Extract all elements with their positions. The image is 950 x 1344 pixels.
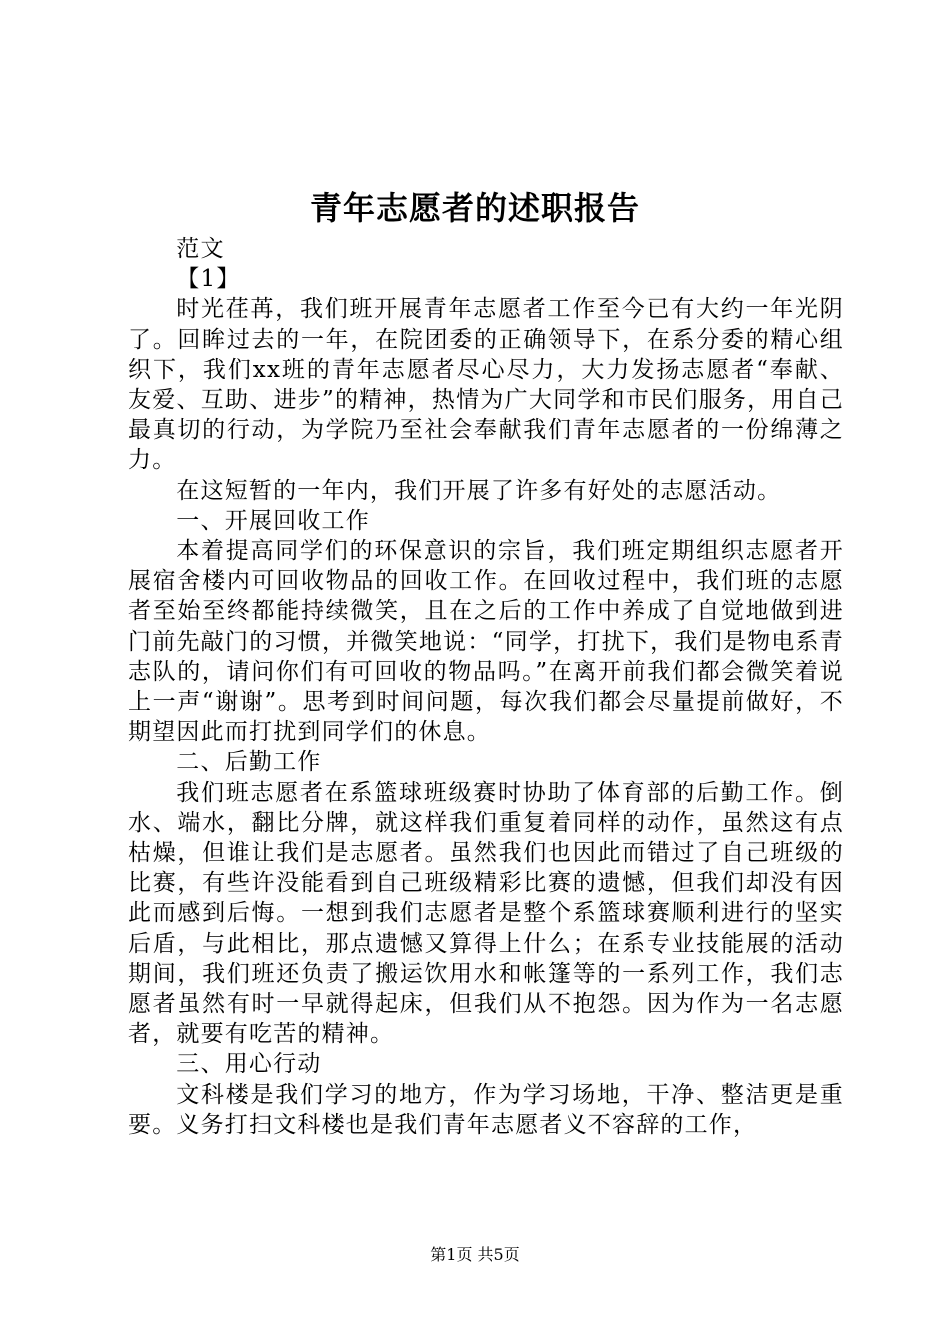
- page-footer: 第1页 共5页: [430, 1245, 520, 1264]
- paragraph-logistics: 我们班志愿者在系篮球班级赛时协助了体育部的后勤工作。倒水、端水，翻比分牌，就这样我们重复着同样的动作，虽然这有点枯燥，但谁让我们是志愿者。虽然我们也因此而错过了自己班级的比赛，有些许没能看到自己班级精彩比赛的遗憾，但我们却没有因此而感到后悔。一想到我们志愿者是整个系篮球赛顺利进行的坚实后盾，与此相比，那点遗憾又算得上什么；在系专业技能展的活动期间，我们班还负责了搬运饮用水和帐篷等的一系列工作，我们志愿者虽然有时一早就得起床，但我们从不抱怨。因为作为一名志愿者，就要有吃苦的精神。: [128, 779, 844, 1048]
- section-heading-recycling: 一、开展回收工作: [176, 507, 370, 534]
- document-title: 青年志愿者的述职报告: [309, 189, 640, 227]
- document-body: [128, 234, 844, 1140]
- paragraph-intro: 时光荏苒，我们班开展青年志愿者工作至今已有大约一年光阴了。回眸过去的一年，在院团委的正确领导下，在系分委的精心组织下，我们xx班的青年志愿者尽心尽力，大力发扬志愿者“奉献、友爱、互助、进步”的精神，热情为广大同学和市民们服务，用自己最真切的行动，为学院乃至社会奉献我们青年志愿者的一份绵薄之力。: [128, 296, 844, 474]
- paragraph-label-sample: 范文: [176, 236, 225, 262]
- section-heading-action: 三、用心行动: [176, 1051, 322, 1078]
- paragraph-recycling: 本着提高同学们的环保意识的宗旨，我们班定期组织志愿者开展宿舍楼内可回收物品的回收工作。在回收过程中，我们班的志愿者至始至终都能持续微笑，且在之后的工作中养成了自觉地做到进门前先敲门的习惯，并微笑地说：“同学，打扰下，我们是物电系青志队的，请问你们有可回收的物品吗。”在离开前我们都会微笑着说上一声“谢谢”。思考到时间问题，每次我们都会尽量提前做好，不期望因此而打扰到同学们的休息。: [128, 538, 844, 746]
- section-heading-logistics: 二、后勤工作: [176, 749, 322, 776]
- paragraph-action: 文科楼是我们学习的地方，作为学习场地，干净、整洁更是重要。义务打扫文科楼也是我们青年志愿者义不容辞的工作，: [128, 1081, 844, 1138]
- paragraph-label-number: 【1】: [176, 266, 241, 293]
- paragraph-summary: 在这短暂的一年内，我们开展了许多有好处的志愿活动。: [176, 477, 782, 504]
